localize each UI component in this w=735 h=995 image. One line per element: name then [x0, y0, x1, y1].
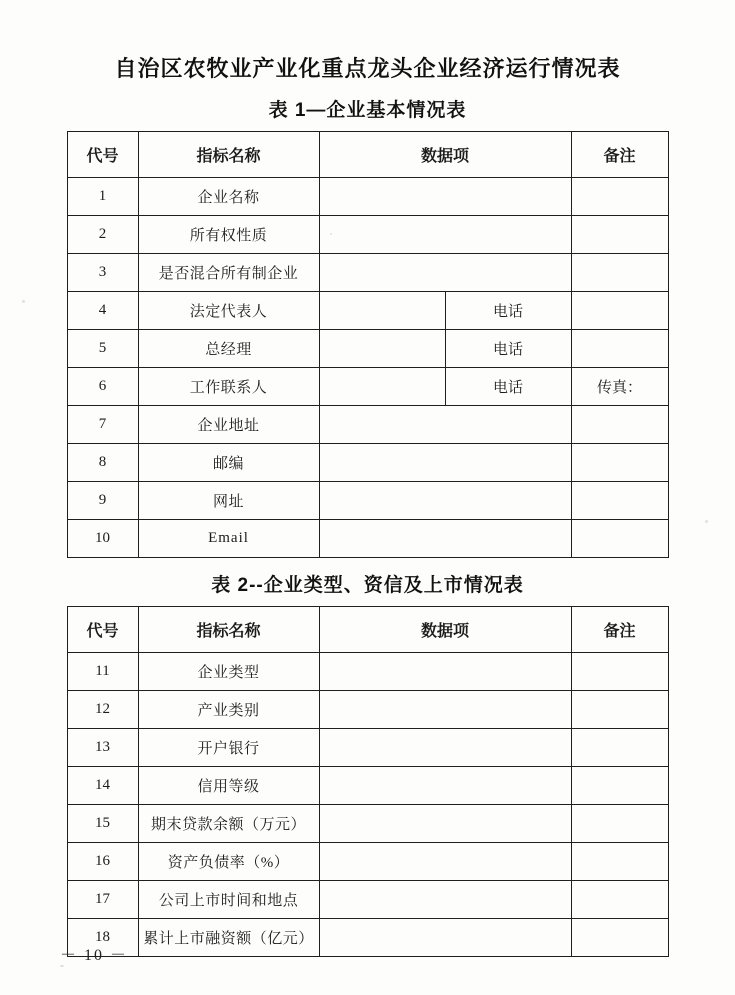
table-row — [67, 482, 668, 520]
row-data-field[interactable] — [319, 919, 571, 957]
row-remark-field[interactable] — [571, 919, 668, 957]
row-indicator-name: 信用等级 — [138, 767, 319, 805]
row-remark-field[interactable] — [571, 729, 668, 767]
row-remark-field[interactable] — [571, 881, 668, 919]
table-row — [67, 653, 668, 691]
row-data-field[interactable] — [319, 691, 571, 729]
table-row — [67, 406, 668, 444]
column-header-remark: 备注 — [571, 607, 668, 653]
row-remark-field[interactable] — [571, 254, 668, 292]
row-code: 1 — [67, 178, 138, 216]
row-remark-field[interactable] — [571, 178, 668, 216]
table-row — [67, 805, 668, 843]
row-code: 14 — [67, 767, 138, 805]
column-header-indicator: 指标名称 — [138, 607, 319, 653]
table2-wrapper — [67, 606, 669, 957]
row-code: 4 — [67, 292, 138, 330]
row-indicator-name: 邮编 — [138, 444, 319, 482]
row-indicator-name: 公司上市时间和地点 — [138, 881, 319, 919]
row-indicator-name: 企业类型 — [138, 653, 319, 691]
row-remark-field[interactable]: 传真： — [571, 368, 668, 406]
row-code: 5 — [67, 330, 138, 368]
row-data-field[interactable] — [319, 482, 571, 520]
row-code: 3 — [67, 254, 138, 292]
table-row — [67, 767, 668, 805]
row-data-field[interactable] — [319, 368, 445, 406]
row-phone-label: 电话 — [445, 330, 571, 368]
row-code: 6 — [67, 368, 138, 406]
row-indicator-name: 企业名称 — [138, 178, 319, 216]
column-header-indicator: 指标名称 — [138, 132, 319, 178]
table-row — [67, 216, 668, 254]
table-row — [67, 729, 668, 767]
row-data-field[interactable] — [319, 254, 571, 292]
table1-wrapper — [67, 131, 669, 558]
column-header-code: 代号 — [67, 132, 138, 178]
row-remark-field[interactable] — [571, 216, 668, 254]
row-data-field[interactable] — [319, 444, 571, 482]
scan-speck — [22, 300, 25, 303]
column-header-remark: 备注 — [571, 132, 668, 178]
column-header-data: 数据项 — [319, 607, 571, 653]
scan-speck — [705, 520, 708, 523]
row-phone-label: 电话 — [445, 292, 571, 330]
table-basic-info — [67, 131, 669, 558]
scan-speck — [60, 965, 64, 967]
row-remark-field[interactable] — [571, 482, 668, 520]
table2-caption: 表 2--企业类型、资信及上市情况表 — [211, 575, 524, 596]
row-code: 11 — [67, 653, 138, 691]
row-data-field[interactable] — [319, 729, 571, 767]
table-row — [67, 330, 668, 368]
row-data-field[interactable] — [319, 805, 571, 843]
table-row — [67, 881, 668, 919]
row-remark-field[interactable] — [571, 767, 668, 805]
page-title: 自治区农牧业产业化重点龙头企业经济运行情况表 — [114, 56, 621, 81]
row-data-field[interactable] — [319, 843, 571, 881]
table-row — [67, 292, 668, 330]
row-data-field[interactable] — [319, 330, 445, 368]
row-code: 12 — [67, 691, 138, 729]
row-indicator-name: 累计上市融资额（亿元） — [138, 919, 319, 957]
row-code: 9 — [67, 482, 138, 520]
row-remark-field[interactable] — [571, 444, 668, 482]
table-row — [67, 919, 668, 957]
row-remark-field[interactable] — [571, 292, 668, 330]
row-data-field[interactable] — [319, 767, 571, 805]
row-code: 18 — [67, 919, 138, 957]
row-remark-field[interactable] — [571, 520, 668, 558]
row-indicator-name: 总经理 — [138, 330, 319, 368]
row-data-field[interactable] — [319, 216, 571, 254]
row-indicator-name: 期末贷款余额（万元） — [138, 805, 319, 843]
row-remark-field[interactable] — [571, 691, 668, 729]
row-remark-field[interactable] — [571, 406, 668, 444]
row-data-field[interactable] — [319, 881, 571, 919]
row-indicator-name: Email — [138, 520, 319, 558]
page-number: － 10 － — [60, 947, 129, 964]
row-code: 7 — [67, 406, 138, 444]
table-row — [67, 254, 668, 292]
row-code: 16 — [67, 843, 138, 881]
row-code: 15 — [67, 805, 138, 843]
row-indicator-name: 法定代表人 — [138, 292, 319, 330]
row-indicator-name: 企业地址 — [138, 406, 319, 444]
table-row — [67, 178, 668, 216]
row-indicator-name: 是否混合所有制企业 — [138, 254, 319, 292]
table1-caption: 表 1—企业基本情况表 — [268, 100, 467, 121]
row-indicator-name: 网址 — [138, 482, 319, 520]
row-indicator-name: 工作联系人 — [138, 368, 319, 406]
row-indicator-name: 产业类别 — [138, 691, 319, 729]
row-data-field[interactable] — [319, 653, 571, 691]
row-remark-field[interactable] — [571, 653, 668, 691]
row-data-field[interactable] — [319, 520, 571, 558]
row-remark-field[interactable] — [571, 330, 668, 368]
scan-speck — [330, 233, 332, 235]
row-code: 8 — [67, 444, 138, 482]
column-header-code: 代号 — [67, 607, 138, 653]
row-indicator-name: 开户银行 — [138, 729, 319, 767]
table-header-row — [67, 132, 668, 178]
row-code: 17 — [67, 881, 138, 919]
table-row — [67, 444, 668, 482]
row-remark-field[interactable] — [571, 843, 668, 881]
row-data-field[interactable] — [319, 406, 571, 444]
row-remark-field[interactable] — [571, 805, 668, 843]
row-data-field[interactable] — [319, 178, 571, 216]
row-code: 13 — [67, 729, 138, 767]
table-row — [67, 368, 668, 406]
table-row — [67, 520, 668, 558]
row-code: 10 — [67, 520, 138, 558]
column-header-data: 数据项 — [319, 132, 571, 178]
row-data-field[interactable] — [319, 292, 445, 330]
row-indicator-name: 所有权性质 — [138, 216, 319, 254]
row-code: 2 — [67, 216, 138, 254]
table-header-row — [67, 607, 668, 653]
table-row — [67, 691, 668, 729]
table-company-type-credit — [67, 606, 669, 957]
row-phone-label: 电话 — [445, 368, 571, 406]
row-indicator-name: 资产负债率（%） — [138, 843, 319, 881]
table-row — [67, 843, 668, 881]
